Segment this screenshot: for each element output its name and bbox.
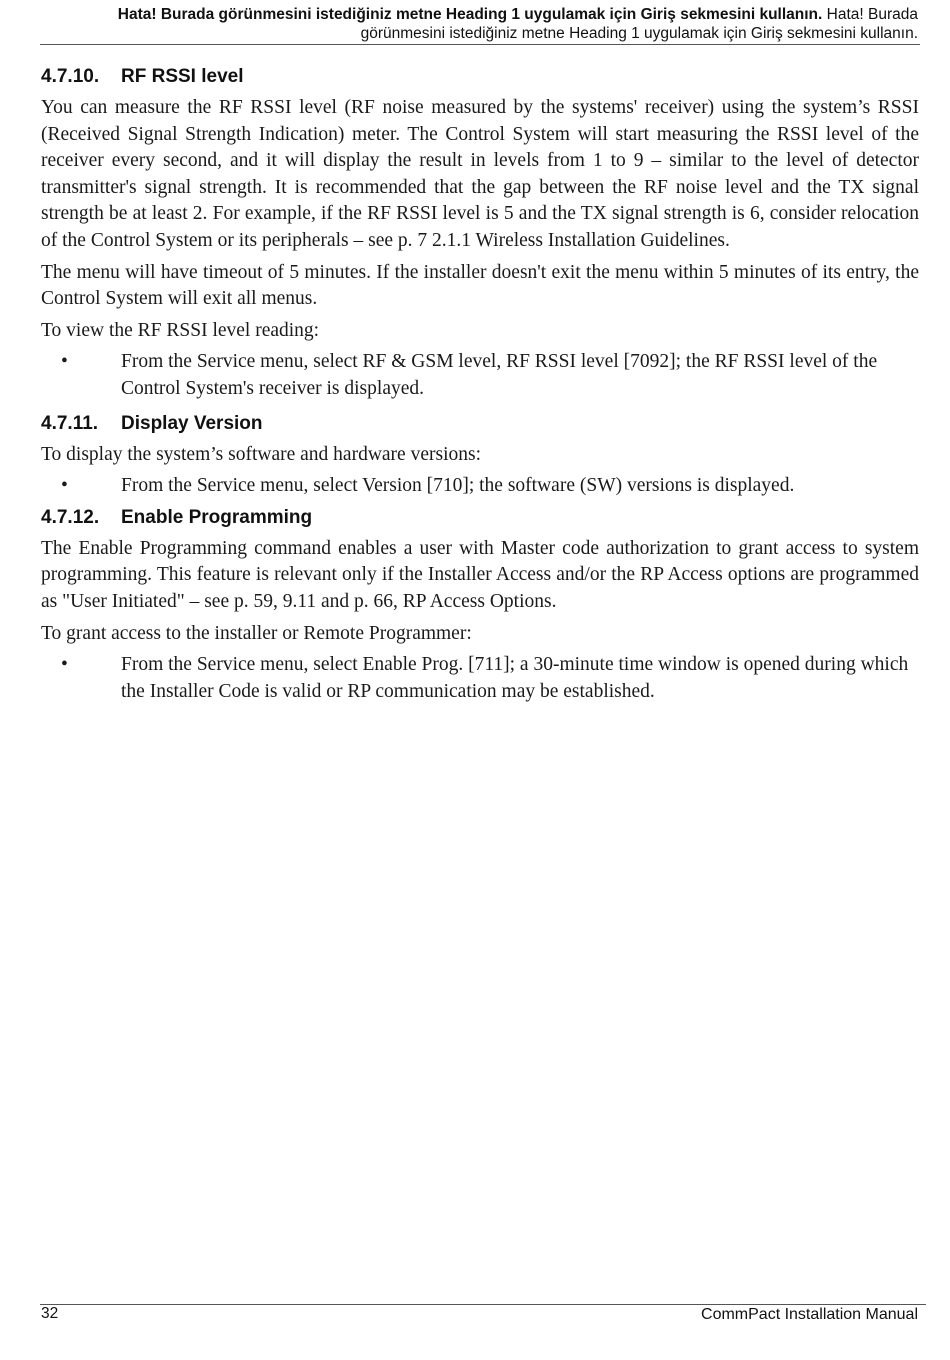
running-header: [40, 5, 918, 43]
bullet-text: From the Service menu, select Enable Prog. [711]; a 30-minute time window is opened during which the Installer Code is valid or RP communication may be established.: [121, 654, 909, 702]
section-title: Enable Programming: [121, 506, 313, 528]
paragraph: To display the system’s software and hardware versions:: [41, 443, 481, 465]
section-title: Display Version: [121, 412, 263, 434]
section-heading-display-version: [41, 411, 919, 437]
section-heading-enable-programming: [41, 505, 919, 531]
section-number: 4.7.12.: [41, 506, 100, 528]
bullet-dot: •: [61, 475, 68, 497]
bullet-text: From the Service menu, select Version [710]; the software (SW) versions is displayed.: [121, 475, 795, 497]
bullet-text: From the Service menu, select RF & GSM level, RF RSSI level [7092]; the RF RSSI level of the Control System's receiver is displayed.: [121, 351, 878, 399]
header-error-line2: görünmesini istediğiniz metne Heading 1 uygulamak için Giriş sekmesini kullanın.: [360, 25, 918, 42]
paragraph: You can measure the RF RSSI level (RF noise measured by the systems' receiver) using the system’s RSSI (Received Signal Strength Indication) meter. The Control System will start measuring the RSSI level of the receiver every second, and it will display the result in levels from 1 to 9 – similar to the level of detector transmitter's signal strength. It is recommended that the gap between the RF noise level and the TX signal strength be at least 2. For example, if the RF RSSI level is 5 and the TX signal strength is 6, consider relocation of the Control System or its peripherals – see p. 7 2.1.1 Wireless Installation Guidelines.: [41, 97, 919, 251]
paragraph: The menu will have timeout of 5 minutes. If the installer doesn't exit the menu within 5 minutes of its entry, the Control System will exit all menus.: [41, 261, 919, 310]
header-divider: [40, 44, 920, 45]
bullet-item: [41, 473, 919, 500]
footer-divider: [40, 1304, 926, 1305]
paragraph: To grant access to the installer or Remote Programmer:: [41, 622, 472, 644]
manual-title: CommPact Installation Manual: [701, 1306, 918, 1323]
header-error-line1: Hata! Burada: [822, 6, 918, 23]
bullet-item: [41, 349, 919, 402]
section-heading-rf-rssi: [41, 64, 919, 90]
page-number: 32: [41, 1305, 59, 1322]
section-title: RF RSSI level: [121, 66, 244, 87]
bullet-dot: •: [61, 654, 68, 676]
paragraph: The Enable Programming command enables a user with Master code authorization to grant access to system programming. This feature is relevant only if the Installer Access and/or the RP Access options are programmed as "User Initiated" – see p. 59, 9.11 and p. 66, RP Access Options.: [41, 537, 919, 612]
bullet-dot: •: [61, 351, 68, 373]
paragraph: To view the RF RSSI level reading:: [41, 319, 320, 341]
header-error-bold: Hata! Burada görünmesini istediğiniz metne Heading 1 uygulamak için Giriş sekmesini kullanın.: [117, 6, 823, 23]
bullet-item: [41, 652, 919, 705]
section-number: 4.7.10.: [41, 66, 100, 87]
section-number: 4.7.11.: [41, 412, 99, 434]
page-content: [41, 64, 919, 705]
